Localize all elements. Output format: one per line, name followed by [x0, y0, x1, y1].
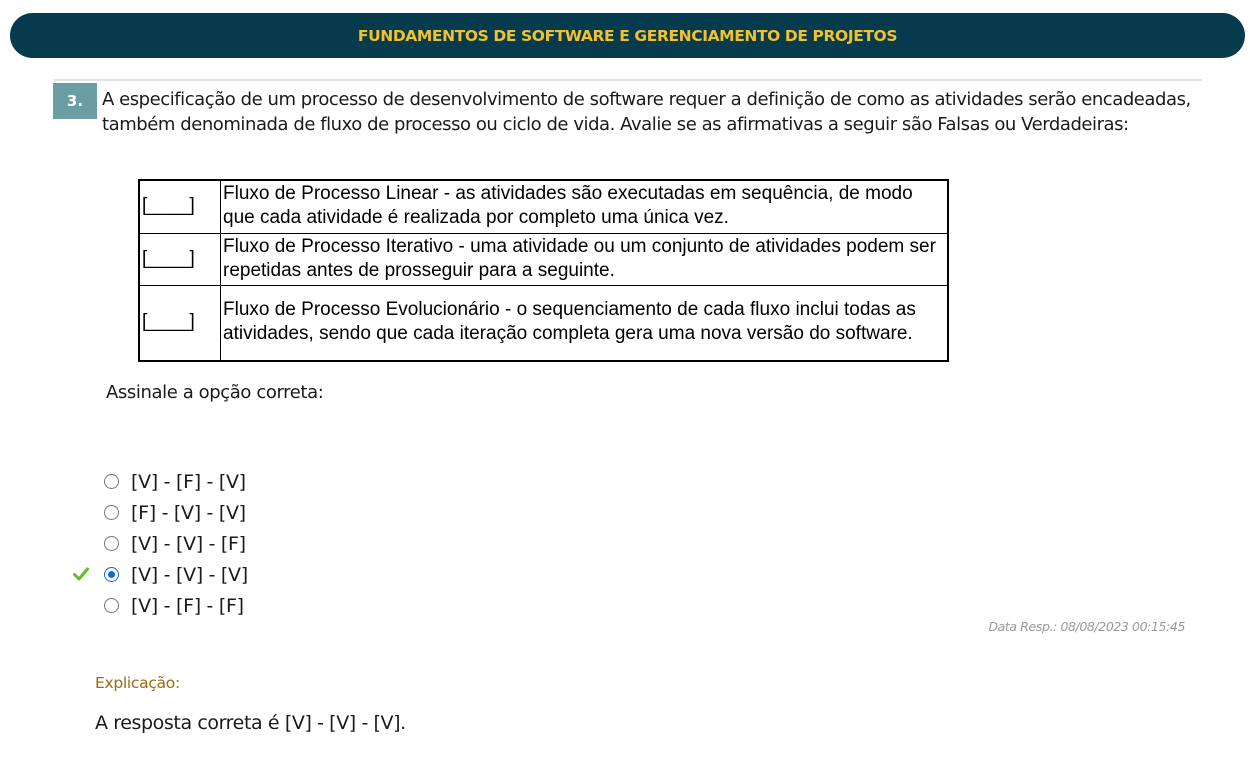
- answer-option-2[interactable]: [104, 497, 248, 528]
- course-header-bar: [10, 13, 1245, 58]
- answer-option-1[interactable]: [104, 466, 248, 497]
- radio-button[interactable]: [104, 474, 119, 489]
- question-number-badge: 3.: [53, 83, 97, 119]
- divider: [53, 79, 1202, 81]
- explanation-text: A resposta correta é [V] - [V] - [V].: [95, 712, 406, 734]
- radio-button[interactable]: [104, 598, 119, 613]
- option-label: [V] - [F] - [V]: [131, 470, 246, 493]
- course-title: FUNDAMENTOS DE SOFTWARE E GERENCIAMENTO DE PROJETOS: [357, 26, 898, 45]
- statement-row: [139, 285, 948, 361]
- response-date: Data Resp.: 08/08/2023 00:15:45: [988, 619, 1185, 634]
- option-label: [V] - [V] - [F]: [131, 532, 246, 555]
- option-label: [F] - [V] - [V]: [131, 501, 246, 524]
- statement-blank: [____]: [139, 180, 221, 233]
- option-label: [V] - [V] - [V]: [131, 563, 248, 586]
- explanation-label: Explicação:: [95, 674, 180, 692]
- statement-blank: [____]: [139, 285, 221, 361]
- radio-button-selected[interactable]: [104, 567, 119, 582]
- statement-row: [139, 180, 948, 233]
- answer-option-3[interactable]: [104, 528, 248, 559]
- question-text: A especificação de um processo de desenvolvimento de software requer a definição de como as atividades serão encadeadas, também denominada de fluxo de processo ou ciclo de vida. Avalie se as afirmativas a seguir são Falsas ou Verdadeiras:: [102, 89, 1191, 135]
- radio-button[interactable]: [104, 536, 119, 551]
- option-label: [V] - [F] - [F]: [131, 594, 244, 617]
- statement-blank: [____]: [139, 233, 221, 285]
- statements-table: [138, 179, 949, 362]
- statement-text: Fluxo de Processo Iterativo - uma atividade ou um conjunto de atividades podem ser repetidas antes de prosseguir para a seguinte.: [221, 233, 949, 285]
- statement-row: [139, 233, 948, 285]
- correct-check-icon: [73, 567, 89, 581]
- answer-option-4[interactable]: [104, 559, 248, 590]
- statement-text: Fluxo de Processo Linear - as atividades são executadas em sequência, de modo que cada atividade é realizada por completo uma única vez.: [221, 180, 949, 233]
- radio-button[interactable]: [104, 505, 119, 520]
- instruction-text: Assinale a opção correta:: [106, 382, 324, 403]
- statement-text: Fluxo de Processo Evolucionário - o sequenciamento de cada fluxo inclui todas as atividades, sendo que cada iteração completa gera uma nova versão do software.: [221, 285, 949, 361]
- answer-option-5[interactable]: [104, 590, 248, 621]
- answer-options: [104, 466, 248, 621]
